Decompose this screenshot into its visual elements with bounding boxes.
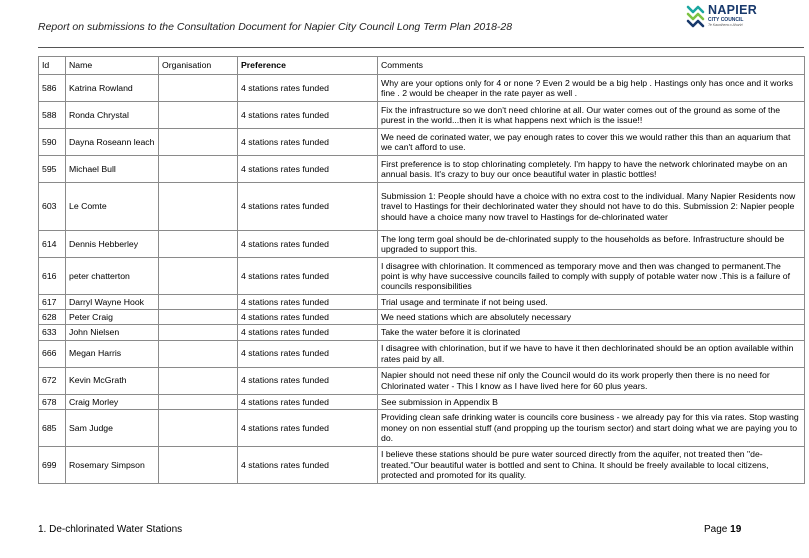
cell-comments: Napier should not need these nif only the Council would do its work properly then there is no need for Chlorinated water - This I know as I have lived here for 60 plus years. [378,367,805,394]
cell-comments: I believe these stations should be pure water sourced directly from the aquifer, not treated then "de-treated."Our beautiful water is bottled and sent to China. It should be freely available to local citizens, protected and promoted for its quality. [378,446,805,483]
table-row [39,295,805,310]
cell-preference: 4 stations rates funded [238,156,378,183]
cell-preference: 4 stations rates funded [238,258,378,295]
table-row [39,231,805,258]
cell-preference: 4 stations rates funded [238,231,378,258]
table-row [39,340,805,367]
cell-id: 628 [39,310,66,325]
page-number: 19 [730,524,742,535]
page-label: Page [704,524,728,535]
cell-name: Darryl Wayne Hook [66,295,159,310]
logo-name: NAPIER [708,3,758,17]
footer-section-title: 1. De-chlorinated Water Stations [38,524,183,535]
cell-comments: Submission 1: People should have a choice with no extra cost to the individual. Many Napier Residents now travel to Hastings for their dechlorinated water they should not have to do this. Submission 2: Napier people should have a choice many now travel to Hastings for de-chlorinated water [378,183,805,231]
cell-organisation [159,367,238,394]
table-row [39,310,805,325]
cell-name: Dayna Roseann leach [66,129,159,156]
cell-comments: We need de corinated water, we pay enough rates to cover this we would rather this than an aquarium that we can't afford to use. [378,129,805,156]
table-row [39,325,805,340]
cell-preference: 4 stations rates funded [238,75,378,102]
cell-id: 633 [39,325,66,340]
column-header-preference: Preference [238,57,378,75]
cell-comments: Take the water before it is clorinated [378,325,805,340]
table-row [39,367,805,394]
column-header-organisation: Organisation [159,57,238,75]
table-row [39,129,805,156]
cell-id: 685 [39,409,66,446]
cell-preference: 4 stations rates funded [238,102,378,129]
cell-comments: We need stations which are absolutely necessary [378,310,805,325]
cell-preference: 4 stations rates funded [238,409,378,446]
cell-organisation [159,231,238,258]
cell-id: 616 [39,258,66,295]
cell-organisation [159,310,238,325]
table-row [39,409,805,446]
cell-preference: 4 stations rates funded [238,325,378,340]
cell-name: Sam Judge [66,409,159,446]
cell-organisation [159,258,238,295]
table-row [39,102,805,129]
cell-preference: 4 stations rates funded [238,129,378,156]
cell-organisation [159,325,238,340]
page-header-title: Report on submissions to the Consultation Document for Napier City Council Long Term Plan 2018-28 [38,21,513,33]
cell-preference: 4 stations rates funded [238,367,378,394]
cell-organisation [159,183,238,231]
cell-organisation [159,446,238,483]
cell-id: 590 [39,129,66,156]
cell-comments: Fix the infrastructure so we don't need chlorine at all. Our water comes out of the ground as some of the purest in the world...then it is what happens next which is the issue!! [378,102,805,129]
logo-maori-text: Te Kaunihera o Ahuriri [708,22,743,27]
table-row [39,183,805,231]
cell-name: Megan Harris [66,340,159,367]
cell-organisation [159,409,238,446]
cell-name: Le Comte [66,183,159,231]
table-row [39,258,805,295]
table-row [39,75,805,102]
cell-id: 614 [39,231,66,258]
column-header-comments: Comments [378,57,805,75]
cell-id: 699 [39,446,66,483]
cell-name: Katrina Rowland [66,75,159,102]
cell-name: Craig Morley [66,394,159,409]
cell-comments: Trial usage and terminate if not being used. [378,295,805,310]
cell-id: 588 [39,102,66,129]
cell-name: Michael Bull [66,156,159,183]
cell-organisation [159,295,238,310]
logo-subtitle: CITY COUNCIL [708,16,744,23]
cell-name: Kevin McGrath [66,367,159,394]
cell-id: 603 [39,183,66,231]
table-row [39,446,805,483]
cell-name: John Nielsen [66,325,159,340]
waves-logo-icon [686,3,706,31]
cell-id: 617 [39,295,66,310]
header-divider [38,47,804,48]
table-header-row [39,57,805,75]
cell-comments: First preference is to stop chlorinating completely. I'm happy to have the network chlorinated maybe on an annual basis. It's crazy to buy our once beautiful water in plastic bottles! [378,156,805,183]
cell-preference: 4 stations rates funded [238,394,378,409]
cell-organisation [159,340,238,367]
cell-name: Rosemary Simpson [66,446,159,483]
cell-comments: The long term goal should be de-chlorinated supply to the households as before. Infrastructure should be upgraded to support this. [378,231,805,258]
cell-id: 678 [39,394,66,409]
cell-name: peter chatterton [66,258,159,295]
cell-id: 672 [39,367,66,394]
cell-comments: Providing clean safe drinking water is councils core business - we already pay for this via rates. Stop wasting money on non essential stuff (and propping up the tourism sector) and start doing what we are paying you to do. [378,409,805,446]
footer-page-number [704,524,741,535]
cell-comments: Why are your options only for 4 or none ? Even 2 would be a big help . Hastings only has once and it works fine . 2 would be cheaper in the rate payer as well . [378,75,805,102]
cell-organisation [159,102,238,129]
cell-organisation [159,156,238,183]
cell-preference: 4 stations rates funded [238,183,378,231]
cell-comments: I disagree with chlorination, but if we have to have it then dechlorinated should be an option available within rates paid by all. [378,340,805,367]
cell-preference: 4 stations rates funded [238,310,378,325]
cell-organisation [159,75,238,102]
cell-preference: 4 stations rates funded [238,295,378,310]
cell-organisation [159,129,238,156]
table-row [39,394,805,409]
cell-preference: 4 stations rates funded [238,340,378,367]
cell-id: 666 [39,340,66,367]
cell-preference: 4 stations rates funded [238,446,378,483]
cell-comments: I disagree with chlorination. It commenced as temporary move and then was changed to permanent.The point is why have successive councils failed to comply with supply of potable water now .This is a failure of councils responsibilities [378,258,805,295]
cell-name: Dennis Hebberley [66,231,159,258]
submissions-table [38,56,805,484]
cell-comments: See submission in Appendix B [378,394,805,409]
cell-organisation [159,394,238,409]
cell-name: Peter Craig [66,310,159,325]
table-row [39,156,805,183]
cell-id: 595 [39,156,66,183]
column-header-id: Id [39,57,66,75]
napier-city-council-logo [686,2,776,34]
cell-id: 586 [39,75,66,102]
cell-name: Ronda Chrystal [66,102,159,129]
column-header-name: Name [66,57,159,75]
